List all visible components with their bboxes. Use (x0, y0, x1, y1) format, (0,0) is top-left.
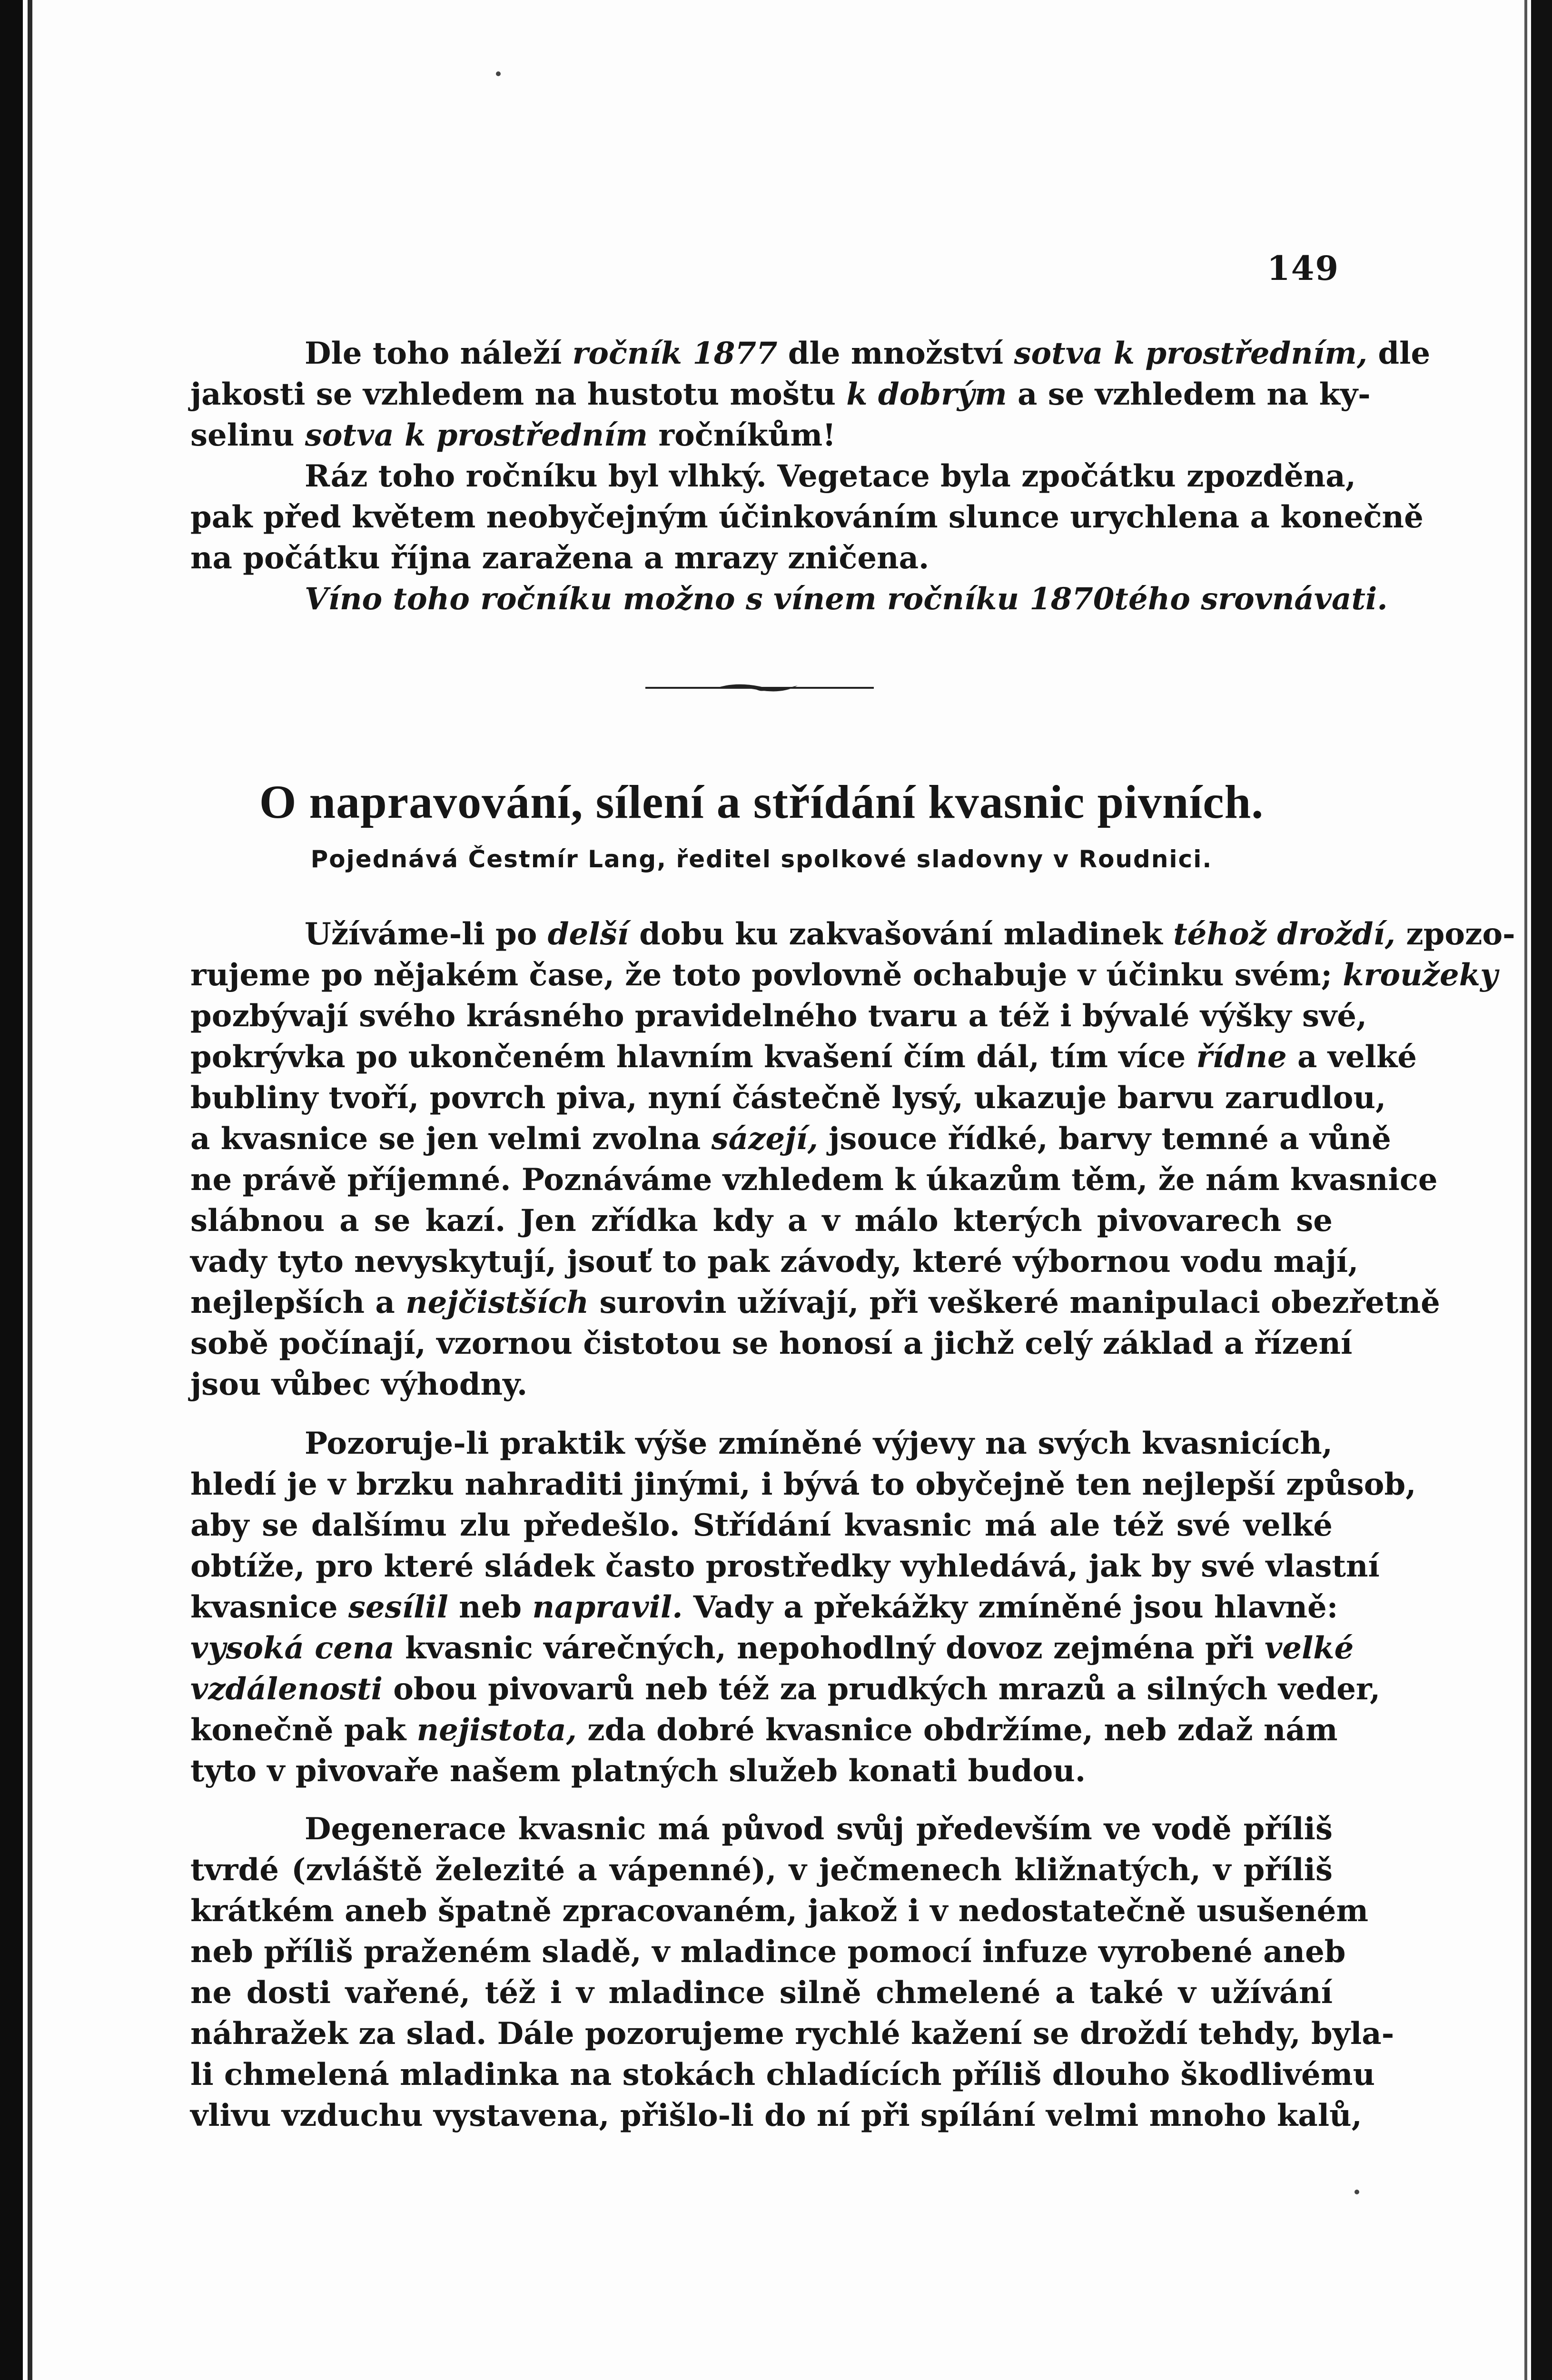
text-line: na počátku října zaražena a mrazy zničena. (190, 540, 929, 576)
text-line: Dle toho náleží ročník 1877 dle množství sotva k prostředním, dle (305, 336, 1431, 371)
text-line: vlivu vzduchu vystavena, přišlo-li do ní při spílání velmi mnoho kalů, (190, 2098, 1362, 2133)
text-line: bubliny tvoří, povrch piva, nyní částečně lysý, ukazuje barvu zarudlou, (190, 1080, 1386, 1116)
text-line: krátkém aneb špatně zpracovaném, jakož i v nedostatečně usušeném (190, 1893, 1369, 1929)
text-line: neb příliš praženém sladě, v mladince pomocí infuze vyrobené aneb (190, 1934, 1346, 1970)
text-line: sobě počínají, vzornou čistotou se honosí a jichž celý základ a řízení (190, 1326, 1353, 1361)
text-line: náhražek za slad. Dále pozorujeme rychlé kažení se droždí tehdy, byla- (190, 2016, 1394, 2052)
text-line: li chmelená mladinka na stokách chladících příliš dlouho škodlivému (190, 2057, 1375, 2092)
page-number: 149 (1267, 248, 1340, 288)
text-line-italic: Víno toho ročníku možno s vínem ročníku 1870tého srovnávati. (305, 581, 1388, 617)
text-line: Pozoruje-li praktik výše zmíněné výjevy na svých kvasnicích, (305, 1426, 1333, 1461)
speck (496, 71, 501, 76)
text-line: obtíže, pro které sládek často prostředky vyhledává, jak by své vlastní (190, 1548, 1380, 1584)
text-line: pokrývka po ukončeném hlavním kvašení čím dál, tím více řídne a velké (190, 1039, 1417, 1075)
text-line: hledí je v brzku nahraditi jinými, i bývá to obyčejně ten nejlepší způsob, (190, 1467, 1416, 1502)
text-line: a kvasnice se jen velmi zvolna sázejí, jsouce řídké, barvy temné a vůně (190, 1121, 1391, 1157)
text-line: Ráz toho ročníku byl vlhký. Vegetace byla zpočátku zpozděna, (305, 458, 1356, 494)
text-line: kvasnice sesílil neb napravil. Vady a překážky zmíněné jsou hlavně: (190, 1589, 1338, 1625)
text-line: tvrdé (zvláště železité a vápenné), v ječmenech kližnatých, v příliš (190, 1852, 1333, 1888)
text-line: ne právě příjemné. Poznáváme vzhledem k úkazům těm, že nám kvasnice (190, 1162, 1438, 1198)
text-line: vysoká cena kvasnic várečných, nepohodlný dovoz zejména při velké (190, 1630, 1354, 1666)
text-line: rujeme po nějakém čase, že toto povlovně ochabuje v účinku svém; kroužeky (190, 957, 1498, 993)
text-line: jakosti se vzhledem na hustotu moštu k dobrým a se vzhledem na ky- (190, 377, 1371, 412)
text-line: nejlepších a nejčistších surovin užívají, při veškeré manipulaci obezřetně (190, 1285, 1440, 1320)
scan-border-left-inner (28, 0, 32, 2380)
scan-border-left (0, 0, 23, 2380)
article-title: O napravování, sílení a střídání kvasnic pivních. (259, 775, 1264, 828)
text-line: slábnou a se kazí. Jen zřídka kdy a v málo kterých pivovarech se (190, 1203, 1333, 1239)
text-line: konečně pak nejistota, zda dobré kvasnice obdržíme, neb zdaž nám (190, 1712, 1338, 1748)
text-line: Užíváme-li po delší dobu ku zakvašování mladinek téhož droždí, zpozo- (305, 916, 1515, 952)
text-line: pozbývají svého krásného pravidelného tvaru a též i bývalé výšky své, (190, 998, 1367, 1034)
text-line: tyto v pivovaře našem platných služeb konati budou. (190, 1753, 1086, 1789)
text-line: aby se dalšímu zlu předešlo. Střídání kvasnic má ale též své velké (190, 1507, 1333, 1543)
text-line: pak před květem neobyčejným účinkováním slunce urychlena a konečně (190, 499, 1423, 535)
scan-border-right (1531, 0, 1552, 2380)
text-line: vady tyto nevyskytují, jsouť to pak závody, které výbornou vodu mají, (190, 1244, 1359, 1279)
text-line: Degenerace kvasnic má původ svůj především ve vodě příliš (305, 1811, 1333, 1847)
text-line: selinu sotva k prostředním ročníkům! (190, 417, 836, 453)
text-line: vzdálenosti obou pivovarů neb též za prudkých mrazů a silných veder, (190, 1671, 1381, 1707)
section-divider-ornament (645, 681, 874, 695)
text-line: ne dosti vařené, též i v mladince silně chmelené a také v užívání (190, 1975, 1333, 2011)
scan-border-right-inner (1524, 0, 1527, 2380)
speck (1354, 2190, 1359, 2194)
author-name: Čestmír Lang, (468, 845, 667, 873)
text-line: jsou vůbec výhodny. (190, 1367, 528, 1402)
article-byline: Pojednává Čestmír Lang, ředitel spolkové sladovny v Roudnici. (310, 845, 1213, 873)
